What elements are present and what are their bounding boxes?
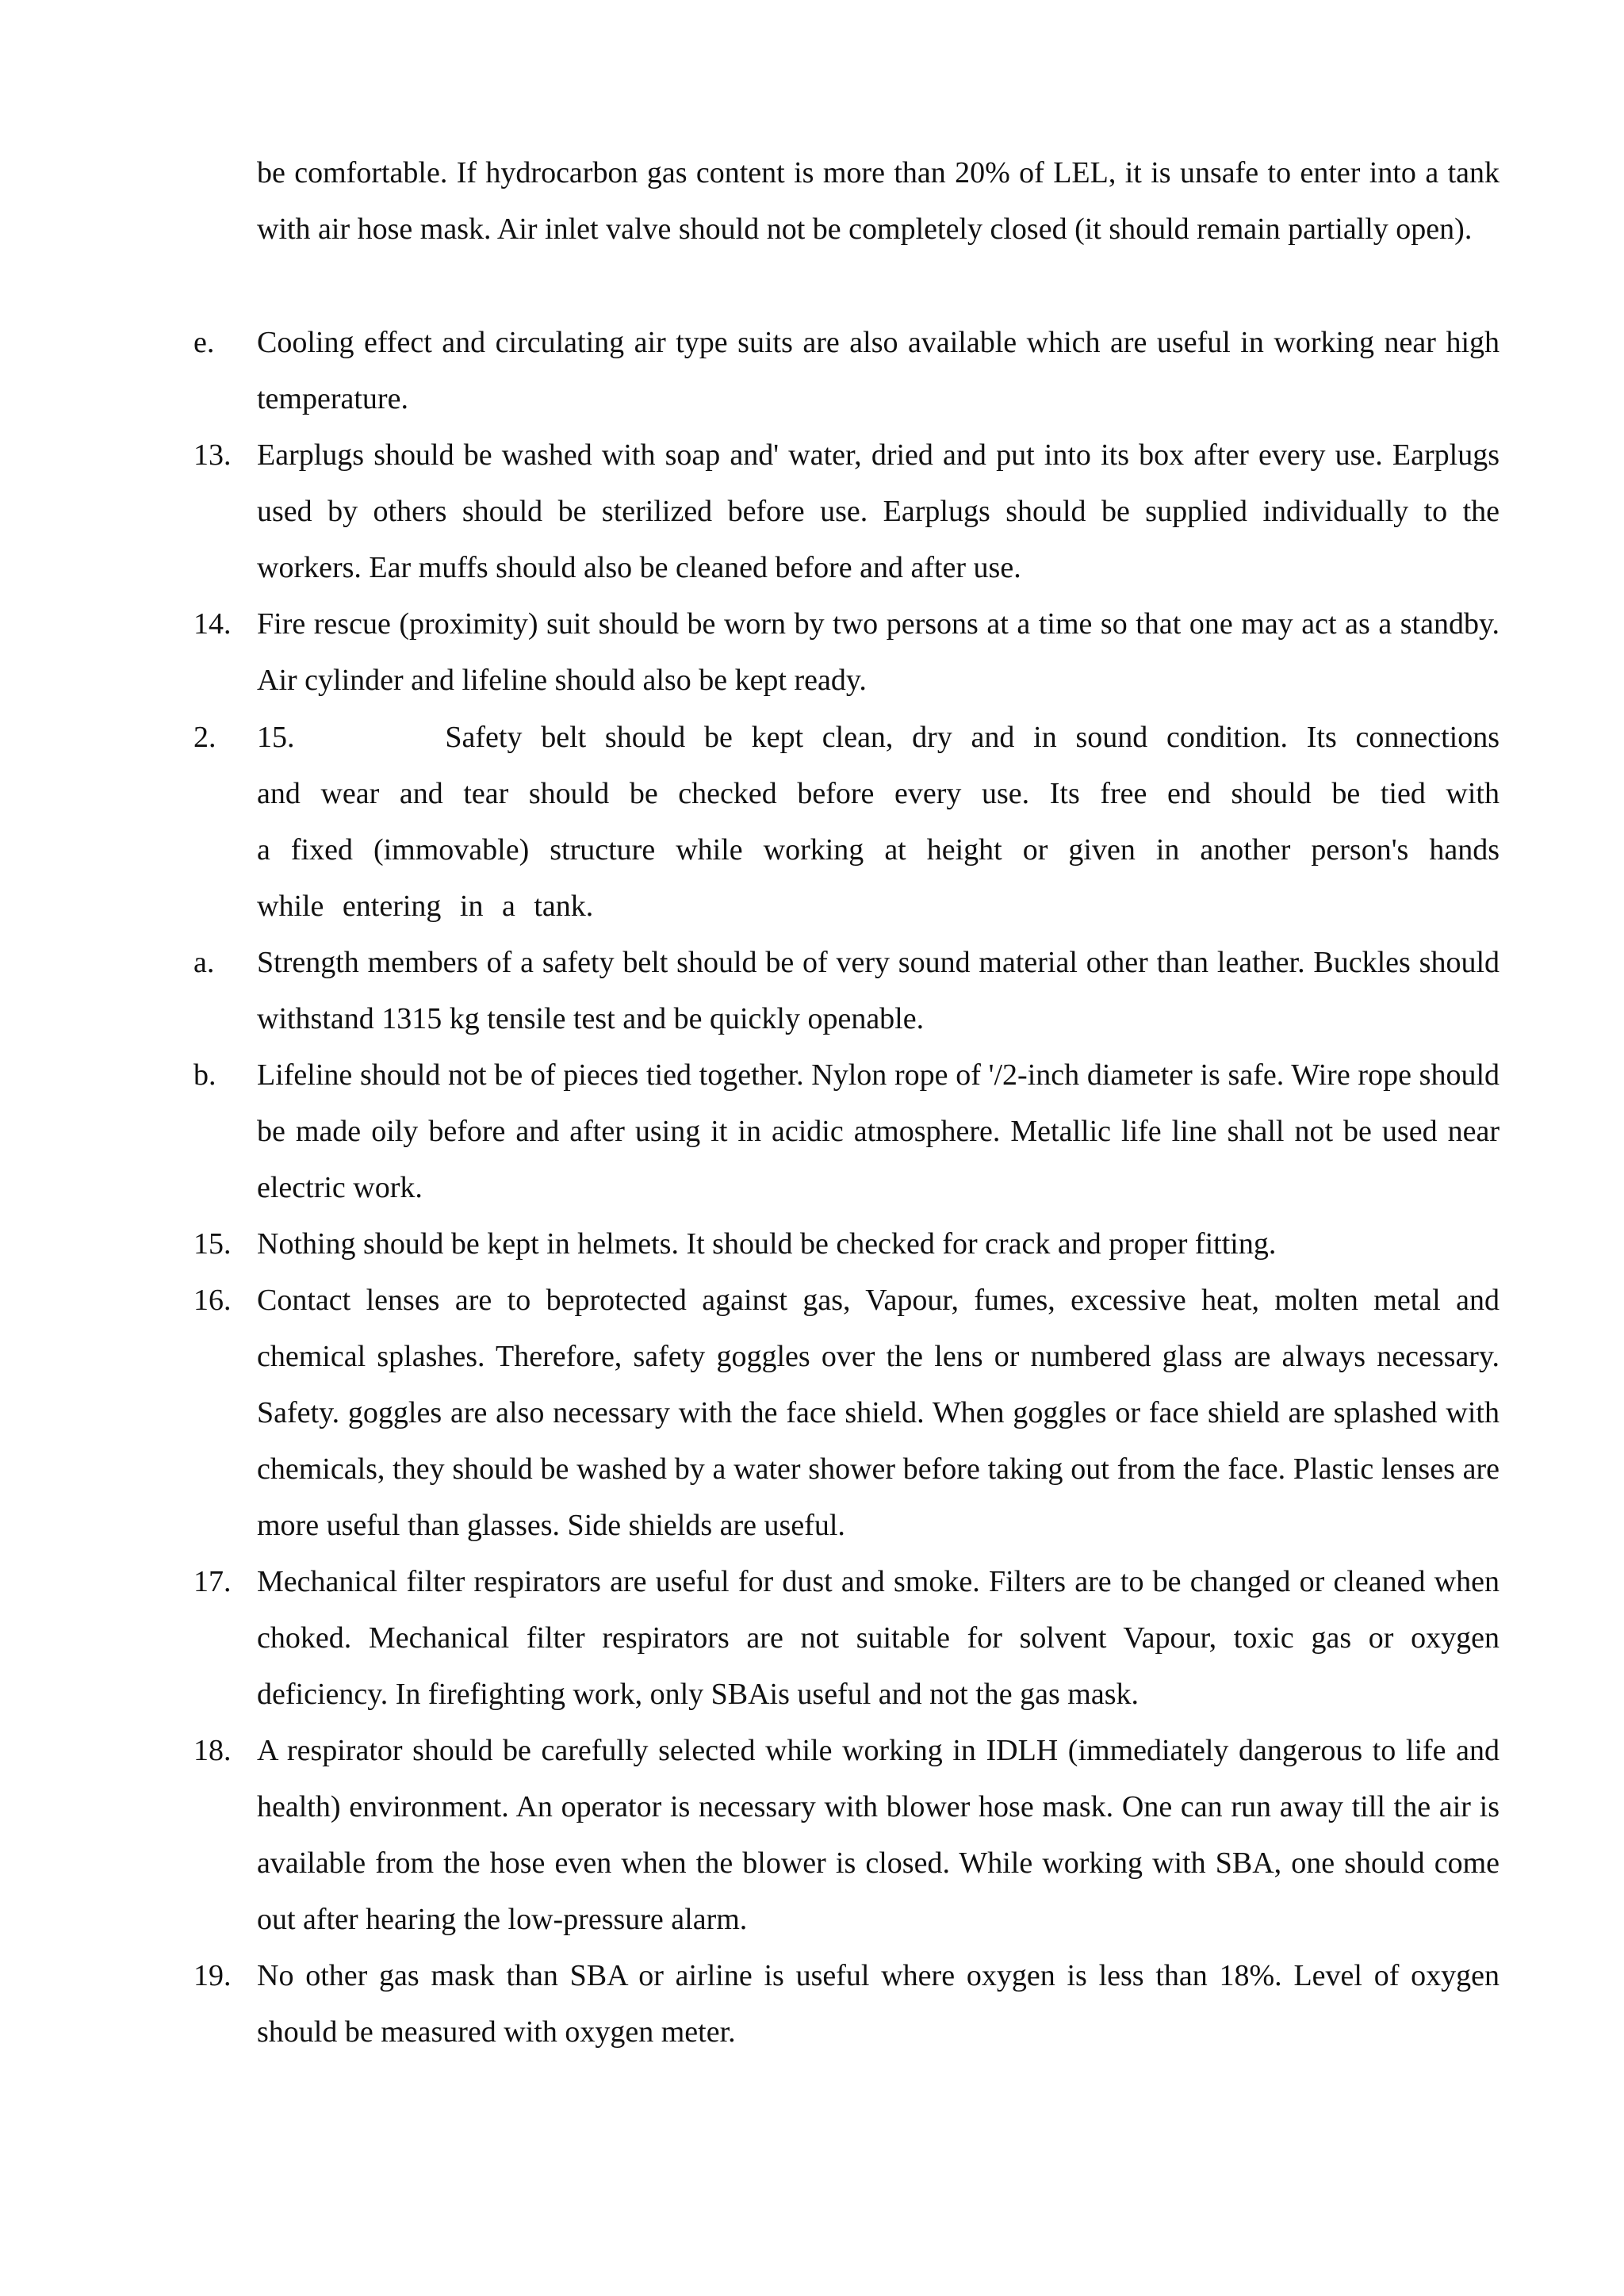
item-marker: 18. bbox=[193, 1734, 232, 1767]
item-text: Nothing should be kept in helmets. It should be checked for crack and proper fitting. bbox=[257, 1227, 1277, 1261]
item-text: Fire rescue (proximity) suit should be worn by two persons at a time so that one may act as a standby. Air cylinder and lifeline should also be kept ready. bbox=[257, 607, 1500, 697]
item-marker: 19. bbox=[193, 1959, 232, 1992]
item-marker: 17. bbox=[193, 1565, 232, 1598]
item-text: 15. Safety belt should be kept clean, dry and in sound condition. Its connections and wear and tear should be checked before every use. Its free end should be tied with a fixed (immovable) structure while working at height or given in another person's hands while entering in a tank. bbox=[257, 721, 1500, 923]
item-text: No other gas mask than SBA or airline is useful where oxygen is less than 18%. Level of oxygen should be measured with oxygen meter. bbox=[257, 1959, 1500, 2049]
item-text: Strength members of a safety belt should be of very sound material other than leather. Buckles should withstand 1315 kg tensile test and be quickly openable. bbox=[257, 946, 1500, 1035]
item-marker: 2. bbox=[193, 721, 216, 754]
item-marker: 13. bbox=[193, 438, 232, 472]
item-marker: 14. bbox=[193, 607, 232, 641]
item-marker: a. bbox=[193, 946, 215, 979]
item-marker: 15. bbox=[193, 1227, 232, 1261]
item-text: Contact lenses are to beprotected against gas, Vapour, fumes, excessive heat, molten metal and chemical splashes. Therefore, safety goggles over the lens or numbered glass are always necessary. Safety. goggles are also necessary with the face shield. When goggles or face shield are splashed with chemicals, they should be washed by a water shower before taking out from the face. Plastic lenses are more useful than glasses. Side shields are useful. bbox=[257, 1284, 1500, 1542]
item-text: Cooling effect and circulating air type suits are also available which are useful in working near high temperature. bbox=[257, 326, 1500, 415]
item-marker: 16. bbox=[193, 1284, 232, 1317]
item-text: Mechanical filter respirators are useful for dust and smoke. Filters are to be changed or cleaned when choked. Mechanical filter respirators are not suitable for solvent Vapour, toxic gas or oxygen deficiency. In firefighting work, only SBAis useful and not the gas mask. bbox=[257, 1565, 1500, 1711]
item-text: Earplugs should be washed with soap and' water, dried and put into its box after every use. Earplugs used by others should be sterilized before use. Earplugs should be supplied individually to the workers. Ear muffs should also be cleaned before and after use. bbox=[257, 438, 1500, 584]
item-marker: e. bbox=[193, 326, 215, 359]
item-marker: b. bbox=[193, 1058, 216, 1092]
item-text: Lifeline should not be of pieces tied together. Nylon rope of '/2-inch diameter is safe. Wire rope should be made oily before and after using it in acidic atmosphere. Metallic life line shall not be used near electric work. bbox=[257, 1058, 1500, 1204]
item-text: A respirator should be carefully selected while working in IDLH (immediately dangerous to life and health) environment. An operator is necessary with blower hose mask. One can run away till the air is available from the hose even when the blower is closed. While working with SBA, one should come out after hearing the low-pressure alarm. bbox=[257, 1734, 1500, 1936]
item-text: be comfortable. If hydrocarbon gas content is more than 20% of LEL, it is unsafe to enter into a tank with air hose mask. Air inlet valve should not be completely closed (it should remain partially open). bbox=[257, 156, 1500, 246]
